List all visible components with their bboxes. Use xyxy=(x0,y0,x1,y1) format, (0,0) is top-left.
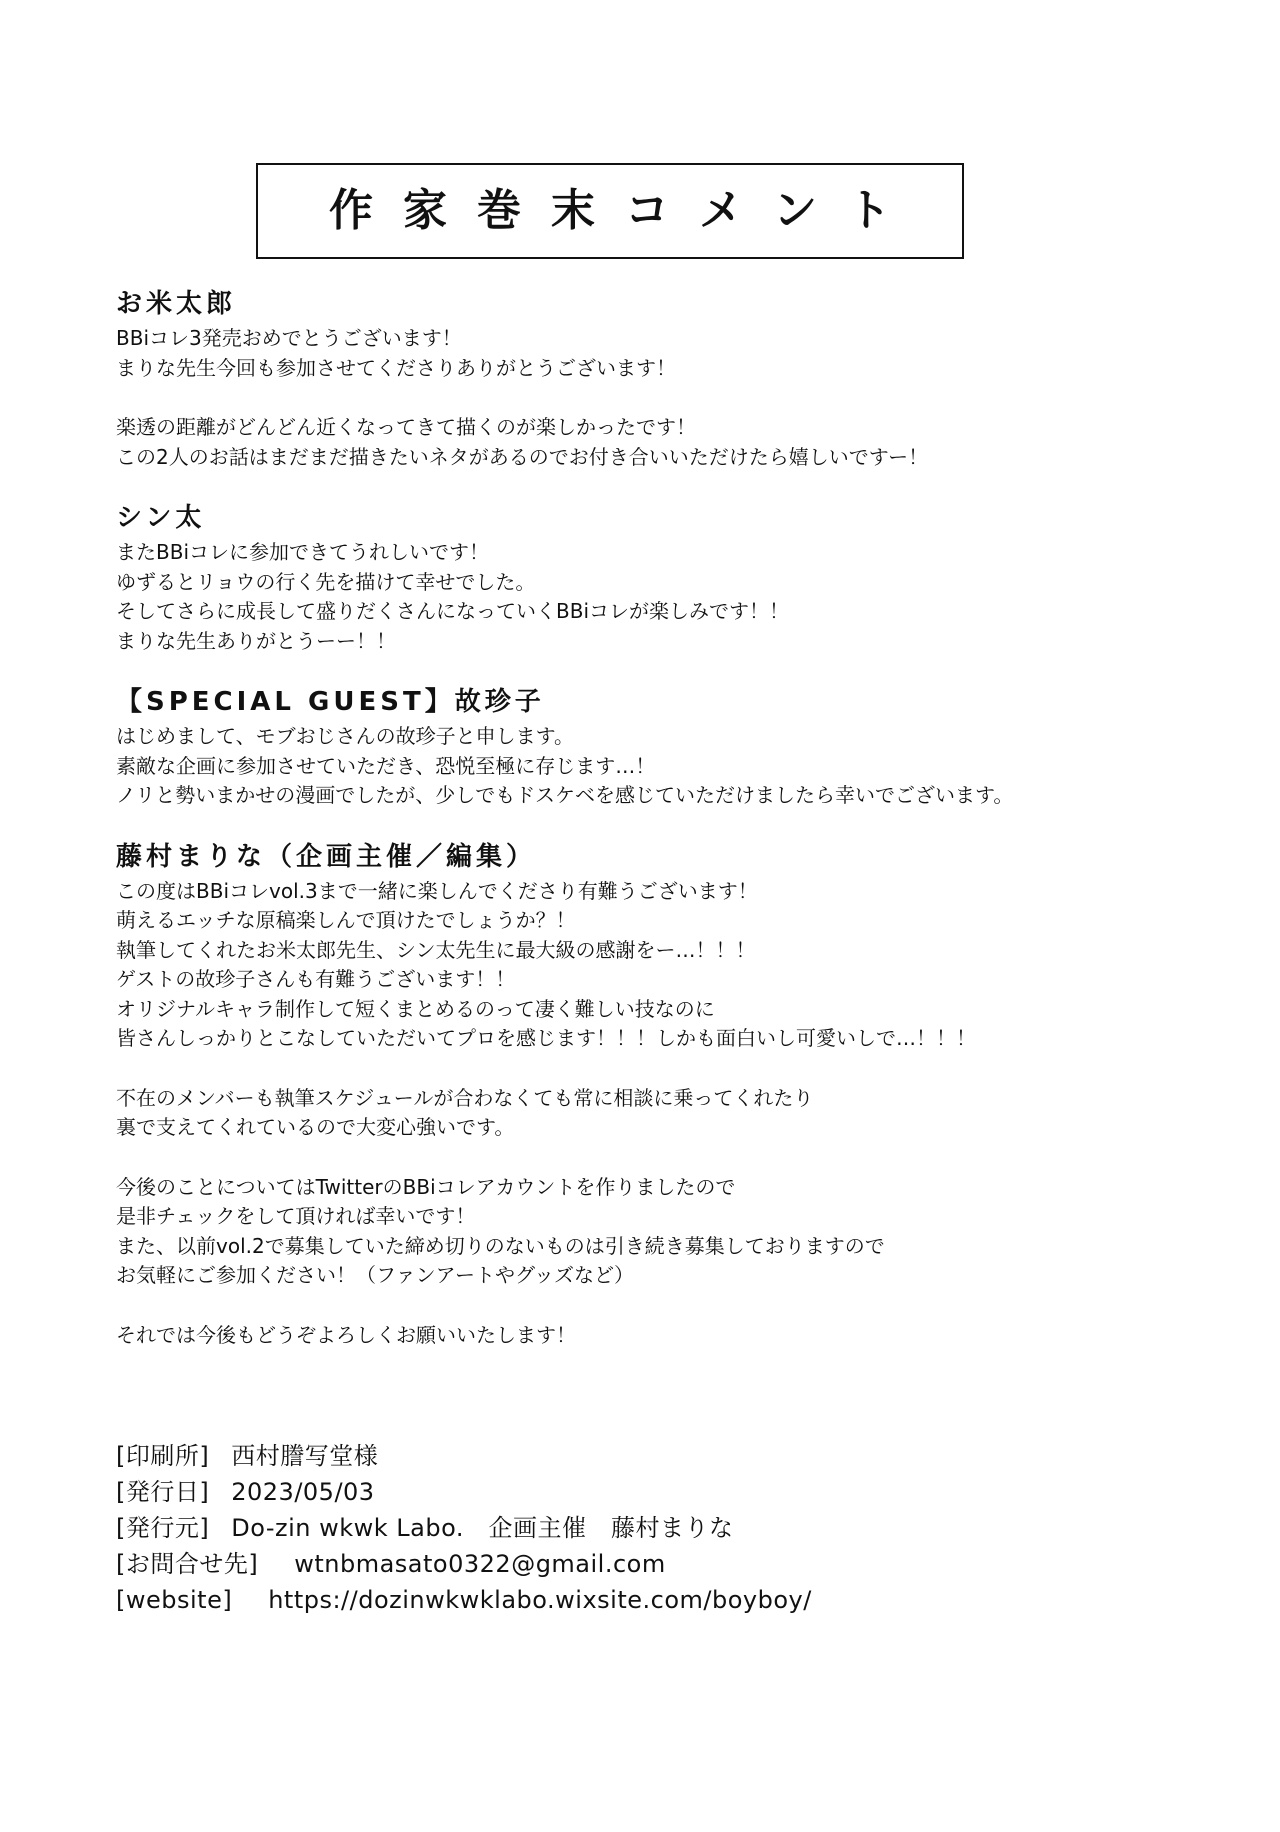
paragraph-gap xyxy=(116,1143,1226,1173)
comment-line: まりな先生今回も参加させてくださりありがとうございます！ xyxy=(116,355,676,380)
colophon-row xyxy=(116,1510,1216,1546)
paragraph-gap xyxy=(116,383,1226,413)
comment-line: 今後のことについてはTwitterのBBiコレアカウントを作りましたので xyxy=(116,1174,736,1199)
paragraph-gap xyxy=(116,1054,1226,1084)
comment-line: 是非チェックをして頂ければ幸いです！ xyxy=(116,1204,476,1228)
comment-paragraph xyxy=(116,1321,1226,1351)
comment-paragraph xyxy=(116,1173,1226,1291)
colophon-row xyxy=(116,1582,1216,1618)
comment-paragraph xyxy=(116,324,1226,383)
comment-section xyxy=(116,498,1226,656)
comment-paragraph xyxy=(116,538,1226,656)
title-box xyxy=(256,163,964,259)
comment-line: ゲストの故珍子さんも有難うございます！！ xyxy=(116,967,516,991)
colophon-label: [印刷所] xyxy=(116,1442,210,1470)
colophon-value: 西村謄写堂様 xyxy=(231,1442,379,1470)
section-gap xyxy=(116,656,1226,682)
colophon-value[interactable]: https://dozinwkwklabo.wixsite.com/boyboy/ xyxy=(268,1586,812,1614)
paragraph-gap xyxy=(116,1291,1226,1321)
comment-line: 皆さんしっかりとこなしていただいてプロを感じます！！！しかも面白いし可愛いしで…！！！ xyxy=(116,1026,976,1050)
comment-paragraph xyxy=(116,877,1226,1054)
comment-line: それでは今後もどうぞよろしくお願いいたします！ xyxy=(116,1322,576,1347)
comment-line: 執筆してくれたお米太郎先生、シン太先生に最大級の感謝をー…！！！ xyxy=(116,937,756,962)
comment-paragraph xyxy=(116,413,1226,472)
page-title: 作家巻末コメント xyxy=(329,185,921,236)
colophon-row xyxy=(116,1546,1216,1582)
comment-line: この度はBBiコレvol.3まで一緒に楽しんでくださり有難うございます！ xyxy=(116,878,758,903)
comment-paragraph xyxy=(116,722,1226,811)
comment-line: 素敵な企画に参加させていただき、恐悦至極に存じます…！ xyxy=(116,753,656,778)
colophon-label: [website] xyxy=(116,1586,233,1614)
comment-section xyxy=(116,682,1226,811)
comment-line: まりな先生ありがとうーー！！ xyxy=(116,628,396,653)
colophon-value: Do-zin wkwk Labo. 企画主催 藤村まりな xyxy=(231,1514,734,1542)
comment-section xyxy=(116,284,1226,472)
colophon-row xyxy=(116,1474,1216,1510)
comment-line: この2人のお話はまだまだ描きたいネタがあるのでお付き合いいただけたら嬉しいですー！ xyxy=(116,444,929,469)
section-gap xyxy=(116,811,1226,837)
comment-line: お気軽にご参加ください！（ファンアートやグッズなど） xyxy=(116,1263,634,1287)
comment-paragraph xyxy=(116,1084,1226,1143)
author-name: 【SPECIAL GUEST】故珍子 xyxy=(116,687,545,717)
comment-line: ノリと勢いまかせの漫画でしたが、少しでもドスケベを感じていただけましたら幸いでございます。 xyxy=(116,783,1014,807)
comment-line: そしてさらに成長して盛りだくさんになっていくBBiコレが楽しみです！！ xyxy=(116,599,789,623)
comment-line: 不在のメンバーも執筆スケジュールが合わなくても常に相談に乗ってくれたり xyxy=(116,1085,814,1110)
colophon-label: [発行日] xyxy=(116,1478,210,1506)
comment-line: また、以前vol.2で募集していた締め切りのないものは引き続き募集しておりますので xyxy=(116,1233,885,1258)
colophon-label: [お問合せ先] xyxy=(116,1550,259,1578)
author-comments xyxy=(116,284,1226,1350)
section-gap xyxy=(116,472,1226,498)
colophon-value: 2023/05/03 xyxy=(231,1478,375,1506)
author-name: シン太 xyxy=(116,503,206,533)
author-name: お米太郎 xyxy=(116,289,237,319)
comment-line: 萌えるエッチな原稿楽しんで頂けたでしょうか？！ xyxy=(116,908,576,932)
comment-line: オリジナルキャラ制作して短くまとめるのって凄く難しい技なのに xyxy=(116,996,715,1021)
comment-line: はじめまして、モブおじさんの故珍子と申します。 xyxy=(116,724,574,748)
comment-line: 裏で支えてくれているので大変心強いです。 xyxy=(116,1115,515,1139)
comment-section xyxy=(116,837,1226,1351)
colophon xyxy=(116,1438,1216,1618)
author-name: 藤村まりな（企画主催／編集） xyxy=(116,841,537,872)
comment-line: 楽透の距離がどんどん近くなってきて描くのが楽しかったです！ xyxy=(116,415,696,439)
comment-line: ゆずるとリョウの行く先を描けて幸せでした。 xyxy=(116,569,536,594)
colophon-value[interactable]: wtnbmasato0322@gmail.com xyxy=(294,1550,666,1578)
comment-line: BBiコレ3発売おめでとうございます！ xyxy=(116,326,462,350)
colophon-label: [発行元] xyxy=(116,1514,210,1542)
colophon-row xyxy=(116,1438,1216,1474)
comment-line: またBBiコレに参加できてうれしいです！ xyxy=(116,540,489,564)
